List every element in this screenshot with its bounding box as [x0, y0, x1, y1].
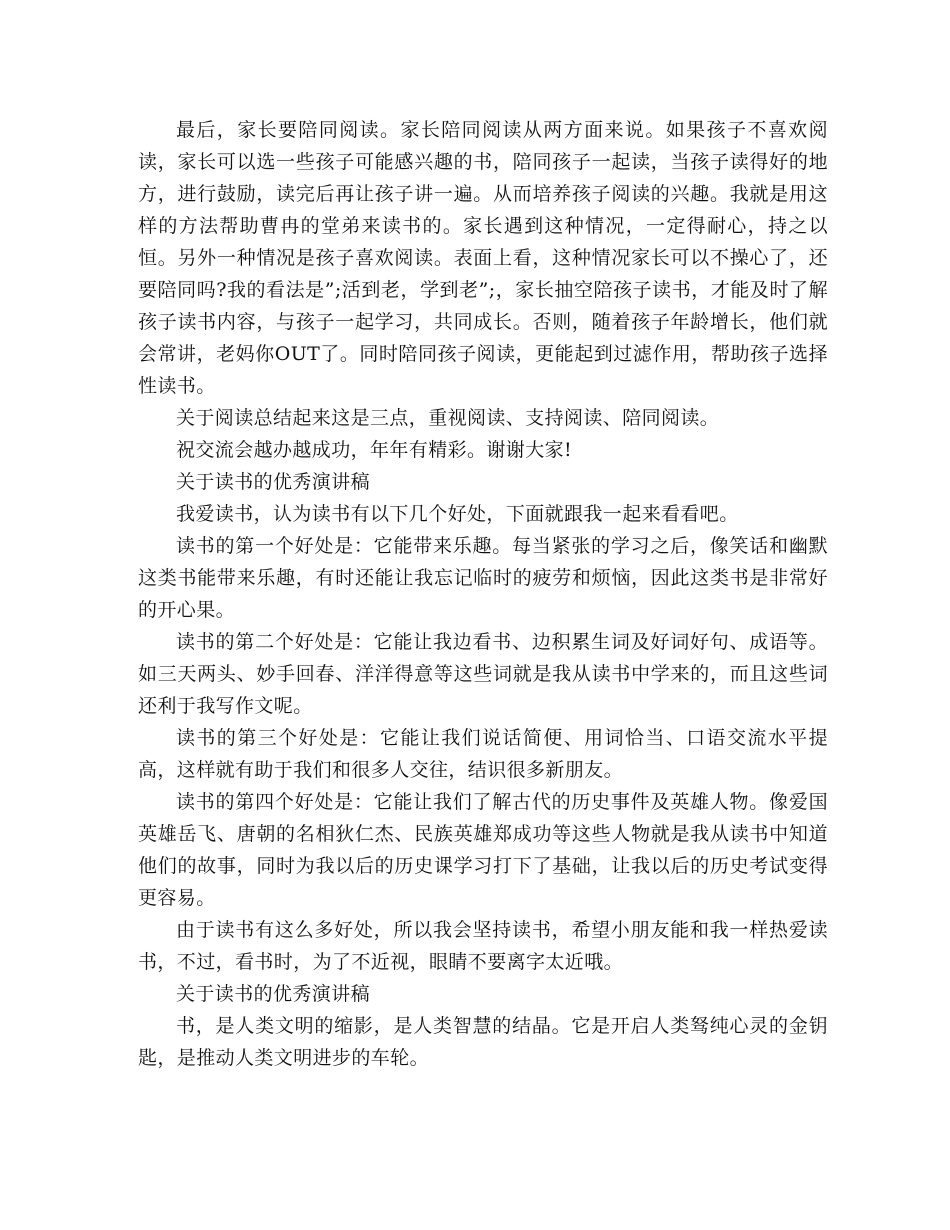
paragraph-benefit-three: 读书的第三个好处是：它能让我们说话简便、用词恰当、口语交流水平提高，这样就有助于我们和很多人交往，结识很多新朋友。: [138, 727, 828, 781]
paragraph-reading-summary: 关于阅读总结起来这是三点，重视阅读、支持阅读、陪同阅读。: [176, 407, 720, 429]
section-heading: 关于读书的优秀演讲稿: [176, 471, 371, 493]
paragraph-parent-accompany-reading: 最后，家长要陪同阅读。家长陪同阅读从两方面来说。如果孩子不喜欢阅读，家长可以选一些孩子可能感兴趣的书，陪同孩子一起读，当孩子读得好的地方，进行鼓励，读完后再让孩子讲一遍。从而培养孩子阅读的兴趣。我就是用这样的方法帮助曹冉的堂弟来读书的。家长遇到这种情况，一定得耐心，持之以恒。另外一种情况是孩子喜欢阅读。表面上看，这种情况家长可以不操心了，还要陪同吗?我的看法是”;活到老，学到老”;，家长抽空陪孩子读书，才能及时了解孩子读书内容，与孩子一起学习，共同成长。否则，随着孩子年龄增长，他们就会常讲，老妈你OUT了。同时陪同孩子阅读，更能起到过滤作用，帮助孩子选择性读书。: [138, 119, 828, 397]
paragraph-conclusion: 由于读书有这么多好处，所以我会坚持读书，希望小朋友能和我一样热爱读书，不过，看书时，为了不近视，眼睛不要离字太近哦。: [138, 919, 828, 973]
paragraph-closing-wishes: 祝交流会越办越成功，年年有精彩。谢谢大家!: [176, 439, 573, 461]
paragraph-benefit-four: 读书的第四个好处是：它能让我们了解古代的历史事件及英雄人物。像爱国英雄岳飞、唐朝的名相狄仁杰、民族英雄郑成功等这些人物就是我从读书中知道他们的故事，同时为我以后的历史课学习打下了基础，让我以后的历史考试变得更容易。: [138, 791, 828, 909]
document-page: [138, 114, 828, 1074]
paragraph-benefit-two: 读书的第二个好处是：它能让我边看书、边积累生词及好词好句、成语等。如三天两头、妙手回春、洋洋得意等这些词就是我从读书中学来的，而且这些词还利于我写作文呢。: [138, 631, 828, 717]
paragraph-intro: 我爱读书，认为读书有以下几个好处，下面就跟我一起来看看吧。: [176, 503, 739, 525]
paragraph-benefit-one: 读书的第一个好处是：它能带来乐趣。每当紧张的学习之后，像笑话和幽默这类书能带来乐趣，有时还能让我忘记临时的疲劳和烦恼，因此这类书是非常好的开心果。: [138, 535, 828, 621]
paragraph-book-civilization: 书，是人类文明的缩影，是人类智慧的结晶。它是开启人类驽纯心灵的金钥匙，是推动人类文明进步的车轮。: [138, 1015, 828, 1069]
section-heading: 关于读书的优秀演讲稿: [176, 983, 371, 1005]
